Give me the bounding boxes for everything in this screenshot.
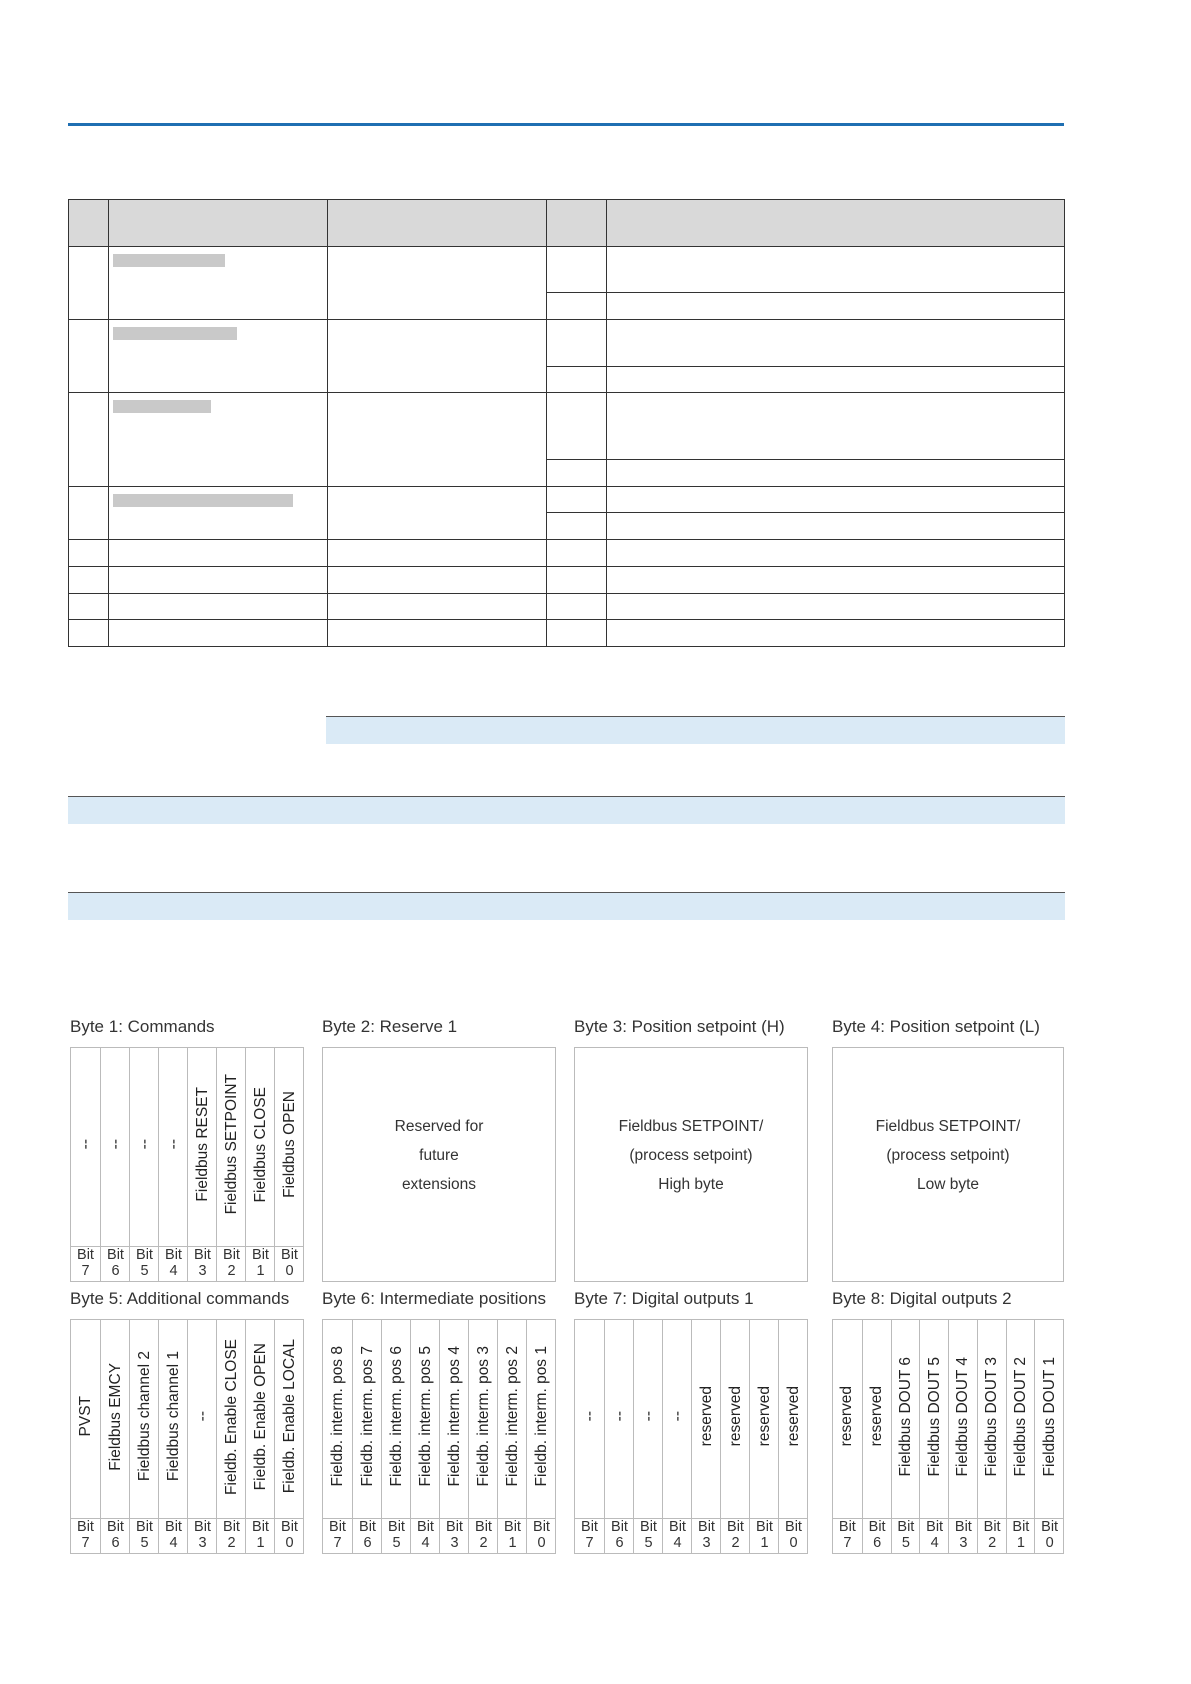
bit-label	[159, 1048, 188, 1241]
bit-label-text: Fieldb. interm. pos 4	[445, 1346, 463, 1487]
bit-index: 5	[901, 1535, 910, 1551]
bit-index: 1	[508, 1535, 517, 1551]
bit-cell	[323, 1320, 352, 1553]
bit-cell	[245, 1320, 275, 1553]
table-row	[69, 247, 1065, 293]
bit-cell	[662, 1320, 692, 1553]
bit-label-text: Fieldbus RESET	[193, 1087, 211, 1202]
bit-number	[188, 1518, 217, 1553]
bit-cell	[439, 1320, 469, 1553]
bit-label-text: Fieldbus OPEN	[280, 1091, 298, 1198]
description-line: (process setpoint)	[629, 1147, 753, 1164]
bit-index: 5	[140, 1535, 149, 1551]
bit-word: Bit	[77, 1519, 94, 1535]
bit-word: Bit	[756, 1519, 773, 1535]
bit-label	[246, 1320, 275, 1513]
bit-word: Bit	[359, 1519, 376, 1535]
bit-cell	[575, 1320, 604, 1553]
redacted-text	[113, 254, 225, 267]
byte-label: Byte 5: Additional commands	[70, 1289, 290, 1308]
bit-label	[275, 1048, 304, 1241]
bit-label-text: reserved	[784, 1386, 802, 1447]
bit-number	[440, 1518, 469, 1553]
bit-index: 2	[227, 1263, 236, 1279]
bit-index: 1	[1016, 1535, 1025, 1551]
bit-label	[833, 1320, 862, 1513]
bit-word: Bit	[926, 1519, 944, 1535]
byte-label: Byte 6: Intermediate positions	[322, 1289, 546, 1308]
bit-label-text: Fieldb. interm. pos 8	[328, 1346, 346, 1487]
bit-label-text: Fieldb. Enable CLOSE	[222, 1338, 240, 1495]
bit-label	[920, 1320, 949, 1513]
bit-label-text: Fieldb. interm. pos 6	[387, 1346, 405, 1487]
bit-label-text: Fieldb. interm. pos 5	[416, 1346, 434, 1487]
bit-label	[188, 1320, 217, 1513]
bit-label	[634, 1320, 663, 1513]
bit-cell	[216, 1320, 246, 1553]
bit-word: Bit	[194, 1247, 211, 1263]
bit-index: 7	[81, 1535, 90, 1551]
bit-label-text: Fieldb. interm. pos 1	[532, 1346, 550, 1487]
bit-index: 0	[1045, 1535, 1054, 1551]
bit-number	[605, 1518, 634, 1553]
table-row	[69, 393, 1065, 460]
byte-box	[322, 1319, 556, 1554]
bit-cell	[71, 1320, 100, 1553]
bit-word: Bit	[77, 1247, 94, 1263]
bit-label	[353, 1320, 382, 1513]
bit-number	[411, 1518, 440, 1553]
bit-cell	[381, 1320, 411, 1553]
table-row	[69, 320, 1065, 367]
bit-cell	[352, 1320, 382, 1553]
bit-word: Bit	[417, 1519, 434, 1535]
bit-number	[159, 1518, 188, 1553]
bit-label	[750, 1320, 779, 1513]
bit-label-text: reserved	[755, 1386, 773, 1447]
bit-word: Bit	[107, 1247, 124, 1263]
bit-label	[498, 1320, 527, 1513]
bit-index: 5	[644, 1535, 653, 1551]
bit-label	[721, 1320, 750, 1513]
byte-box	[322, 1047, 556, 1282]
byte-box	[574, 1319, 808, 1554]
bit-cell	[778, 1320, 808, 1553]
bit-cell	[245, 1048, 275, 1281]
byte-description	[575, 1112, 807, 1199]
bit-word: Bit	[868, 1519, 886, 1535]
bit-cell	[604, 1320, 634, 1553]
bit-index: 6	[615, 1535, 624, 1551]
bit-number	[692, 1518, 721, 1553]
bit-label	[527, 1320, 556, 1513]
bit-label	[130, 1320, 159, 1513]
bit-cell	[891, 1320, 921, 1553]
bit-label-text: --	[668, 1411, 686, 1422]
bit-label	[275, 1320, 304, 1513]
description-line: future	[419, 1147, 459, 1164]
bit-index: 1	[256, 1263, 265, 1279]
bit-word: Bit	[504, 1519, 521, 1535]
bit-label-text: Fieldbus DOUT 4	[954, 1356, 972, 1477]
bit-label	[323, 1320, 352, 1513]
bit-number	[130, 1518, 159, 1553]
bit-word: Bit	[252, 1247, 269, 1263]
table-row	[69, 620, 1065, 647]
description-line: Fieldbus SETPOINT/	[875, 1118, 1021, 1135]
bit-number	[663, 1518, 692, 1553]
bit-cell	[100, 1320, 130, 1553]
bit-label-text: --	[76, 1139, 94, 1150]
bit-word: Bit	[475, 1519, 492, 1535]
byte-box	[574, 1047, 808, 1282]
bit-number	[920, 1518, 949, 1553]
bit-number	[634, 1518, 663, 1553]
bit-index: 2	[988, 1535, 997, 1551]
bit-number	[527, 1518, 556, 1553]
bit-label	[411, 1320, 440, 1513]
bit-index: 7	[81, 1263, 90, 1279]
bit-cell	[497, 1320, 527, 1553]
bit-label	[605, 1320, 634, 1513]
bit-label-text: Fieldb. interm. pos 3	[474, 1346, 492, 1487]
bit-index: 4	[169, 1535, 178, 1551]
bit-label-text: --	[164, 1139, 182, 1150]
redacted-text	[113, 494, 293, 507]
bit-cell	[749, 1320, 779, 1553]
table-row	[69, 567, 1065, 594]
bit-label	[217, 1048, 246, 1241]
table-row	[69, 540, 1065, 567]
bit-index: 0	[537, 1535, 546, 1551]
bit-index: 3	[198, 1263, 207, 1279]
bit-number	[750, 1518, 779, 1553]
bit-label	[575, 1320, 604, 1513]
bit-label-text: Fieldbus DOUT 1	[1040, 1356, 1058, 1477]
redacted-text	[113, 400, 211, 413]
bit-cell	[720, 1320, 750, 1553]
bit-cell	[129, 1048, 159, 1281]
bit-word: Bit	[669, 1519, 686, 1535]
bit-index: 6	[111, 1263, 120, 1279]
bit-number	[978, 1518, 1007, 1553]
bit-label	[382, 1320, 411, 1513]
redacted-text	[113, 327, 237, 340]
bit-cell	[1034, 1320, 1064, 1553]
bit-word: Bit	[281, 1519, 298, 1535]
byte-description	[833, 1112, 1063, 1199]
bit-index: 2	[731, 1535, 740, 1551]
bit-label	[692, 1320, 721, 1513]
bit-word: Bit	[446, 1519, 463, 1535]
byte-description	[323, 1112, 555, 1199]
bit-word: Bit	[983, 1519, 1001, 1535]
bit-word: Bit	[533, 1519, 550, 1535]
bit-number	[833, 1518, 862, 1553]
bit-label-text: reserved	[838, 1386, 856, 1447]
bit-number	[71, 1246, 100, 1281]
description-line: Reserved for	[394, 1118, 484, 1135]
bit-cell	[187, 1048, 217, 1281]
bit-index: 4	[673, 1535, 682, 1551]
bit-number	[469, 1518, 498, 1553]
bit-number	[71, 1518, 100, 1553]
bit-label	[949, 1320, 978, 1513]
bit-label-text: --	[610, 1411, 628, 1422]
bit-word: Bit	[329, 1519, 346, 1535]
bit-label	[188, 1048, 217, 1241]
bit-label	[130, 1048, 159, 1241]
description-line: High byte	[658, 1176, 724, 1193]
table-header-row	[69, 200, 1065, 247]
bit-label-text: reserved	[726, 1386, 744, 1447]
bit-label	[779, 1320, 808, 1513]
bit-word: Bit	[1041, 1519, 1059, 1535]
bit-number	[863, 1518, 892, 1553]
bit-index: 5	[140, 1263, 149, 1279]
byte-label: Byte 1: Commands	[70, 1017, 215, 1036]
highlight-bar	[68, 796, 1065, 824]
bit-number	[275, 1518, 304, 1553]
bit-label-text: Fieldb. Enable OPEN	[251, 1342, 269, 1491]
bit-label	[663, 1320, 692, 1513]
bit-index: 4	[930, 1535, 939, 1551]
bit-label-text: Fieldbus DOUT 3	[983, 1356, 1001, 1477]
bit-label-text: reserved	[868, 1386, 886, 1447]
byte-label: Byte 7: Digital outputs 1	[574, 1289, 754, 1308]
bit-word: Bit	[136, 1519, 153, 1535]
header-rule	[68, 123, 1064, 126]
bit-index: 3	[198, 1535, 207, 1551]
bit-index: 7	[585, 1535, 594, 1551]
bit-word: Bit	[281, 1247, 298, 1263]
bit-label	[101, 1048, 130, 1241]
bit-number	[217, 1246, 246, 1281]
bit-label-text: Fieldb. interm. pos 7	[358, 1346, 376, 1487]
bit-cell	[100, 1048, 130, 1281]
bit-word: Bit	[252, 1519, 269, 1535]
bit-label	[978, 1320, 1007, 1513]
description-line: Fieldbus SETPOINT/	[618, 1118, 764, 1135]
bit-number	[353, 1518, 382, 1553]
table-row	[69, 487, 1065, 513]
byte-label: Byte 8: Digital outputs 2	[832, 1289, 1012, 1308]
bit-word: Bit	[194, 1519, 211, 1535]
bit-label-text: --	[639, 1411, 657, 1422]
bit-label-text: --	[135, 1139, 153, 1150]
bit-index: 7	[333, 1535, 342, 1551]
bit-index: 0	[285, 1263, 294, 1279]
bit-label-text: Fieldb. interm. pos 2	[503, 1346, 521, 1487]
bit-cell	[977, 1320, 1007, 1553]
bit-cell	[948, 1320, 978, 1553]
bit-cell	[158, 1048, 188, 1281]
bit-index: 6	[363, 1535, 372, 1551]
bit-number	[101, 1246, 130, 1281]
bit-number	[188, 1246, 217, 1281]
bit-number	[892, 1518, 921, 1553]
bit-label	[863, 1320, 892, 1513]
bit-number	[498, 1518, 527, 1553]
highlight-bar	[68, 892, 1065, 920]
description-line: extensions	[401, 1176, 477, 1193]
bit-number	[130, 1246, 159, 1281]
bit-index: 5	[392, 1535, 401, 1551]
byte-label: Byte 3: Position setpoint (H)	[574, 1017, 785, 1036]
bit-label	[159, 1320, 188, 1513]
bit-label	[101, 1320, 130, 1513]
bit-label	[1007, 1320, 1036, 1513]
bit-label-text: PVST	[76, 1396, 94, 1437]
bit-cell	[71, 1048, 100, 1281]
bit-number	[246, 1518, 275, 1553]
bit-label	[1035, 1320, 1064, 1513]
bit-index: 2	[479, 1535, 488, 1551]
bit-word: Bit	[698, 1519, 715, 1535]
bit-index: 4	[169, 1263, 178, 1279]
bit-word: Bit	[581, 1519, 598, 1535]
bit-label	[246, 1048, 275, 1241]
bit-label-text: Fieldb. Enable LOCAL	[280, 1339, 298, 1494]
bit-cell	[633, 1320, 663, 1553]
bit-cell	[158, 1320, 188, 1553]
bit-label-text: Fieldbus DOUT 6	[896, 1356, 914, 1477]
bit-label	[469, 1320, 498, 1513]
bit-cell	[833, 1320, 862, 1553]
bit-number	[159, 1246, 188, 1281]
bit-index: 2	[227, 1535, 236, 1551]
bit-cell	[274, 1320, 304, 1553]
bit-number	[721, 1518, 750, 1553]
bit-label-text: --	[106, 1139, 124, 1150]
bit-cell	[468, 1320, 498, 1553]
bit-label-text: Fieldbus CLOSE	[251, 1086, 269, 1203]
bit-label	[217, 1320, 246, 1513]
bit-word: Bit	[223, 1247, 240, 1263]
bit-cell	[274, 1048, 304, 1281]
bit-word: Bit	[785, 1519, 802, 1535]
bit-label-text: Fieldbus channel 1	[164, 1351, 182, 1482]
bit-word: Bit	[897, 1519, 915, 1535]
bit-index: 0	[285, 1535, 294, 1551]
byte-box	[70, 1047, 304, 1282]
bit-word: Bit	[107, 1519, 124, 1535]
bit-word: Bit	[727, 1519, 744, 1535]
bit-index: 7	[843, 1535, 852, 1551]
bit-word: Bit	[165, 1519, 182, 1535]
bit-word: Bit	[223, 1519, 240, 1535]
byte-label: Byte 2: Reserve 1	[322, 1017, 458, 1036]
bit-index: 1	[760, 1535, 769, 1551]
bit-word: Bit	[1012, 1519, 1030, 1535]
bit-number	[101, 1518, 130, 1553]
bit-word: Bit	[640, 1519, 657, 1535]
bit-number	[949, 1518, 978, 1553]
bit-label-text: Fieldbus SETPOINT	[222, 1074, 240, 1215]
bit-number	[779, 1518, 808, 1553]
bit-word: Bit	[838, 1519, 856, 1535]
bit-index: 4	[421, 1535, 430, 1551]
bit-label	[892, 1320, 921, 1513]
bit-word: Bit	[954, 1519, 972, 1535]
bit-cell	[691, 1320, 721, 1553]
byte-box	[70, 1319, 304, 1554]
bit-word: Bit	[165, 1247, 182, 1263]
bit-label-text: reserved	[697, 1386, 715, 1447]
description-line: (process setpoint)	[886, 1147, 1010, 1164]
bit-word: Bit	[136, 1247, 153, 1263]
bit-number	[275, 1246, 304, 1281]
bit-label	[71, 1048, 100, 1241]
bit-number	[217, 1518, 246, 1553]
bit-number	[1035, 1518, 1064, 1553]
bit-cell	[862, 1320, 892, 1553]
bit-index: 3	[959, 1535, 968, 1551]
bit-number	[323, 1518, 352, 1553]
byte-box	[832, 1047, 1064, 1282]
bit-index: 3	[450, 1535, 459, 1551]
bit-number	[575, 1518, 604, 1553]
bit-label	[440, 1320, 469, 1513]
byte-box	[832, 1319, 1064, 1554]
byte-label: Byte 4: Position setpoint (L)	[832, 1017, 1040, 1036]
highlight-bar	[326, 716, 1065, 744]
bit-cell	[129, 1320, 159, 1553]
bit-index: 1	[256, 1535, 265, 1551]
bit-word: Bit	[611, 1519, 628, 1535]
bit-number	[1007, 1518, 1036, 1553]
bit-cell	[216, 1048, 246, 1281]
bit-cell	[410, 1320, 440, 1553]
bit-label-text: --	[580, 1411, 598, 1422]
bit-index: 0	[789, 1535, 798, 1551]
bit-label-text: Fieldbus EMCY	[106, 1362, 124, 1471]
bit-cell	[526, 1320, 556, 1553]
bit-cell	[919, 1320, 949, 1553]
bit-cell	[1006, 1320, 1036, 1553]
bit-label-text: --	[193, 1411, 211, 1422]
description-line: Low byte	[916, 1176, 980, 1193]
bit-label-text: Fieldbus DOUT 5	[925, 1356, 943, 1477]
bit-label	[71, 1320, 100, 1513]
bit-label-text: Fieldbus channel 2	[135, 1351, 153, 1482]
bit-label-text: Fieldbus DOUT 2	[1011, 1356, 1029, 1477]
table-row	[69, 594, 1065, 620]
bit-index: 6	[873, 1535, 882, 1551]
bit-index: 6	[111, 1535, 120, 1551]
bit-number	[382, 1518, 411, 1553]
parameter-table	[68, 199, 1065, 647]
bit-index: 3	[702, 1535, 711, 1551]
bit-word: Bit	[388, 1519, 405, 1535]
bit-cell	[187, 1320, 217, 1553]
bit-number	[246, 1246, 275, 1281]
